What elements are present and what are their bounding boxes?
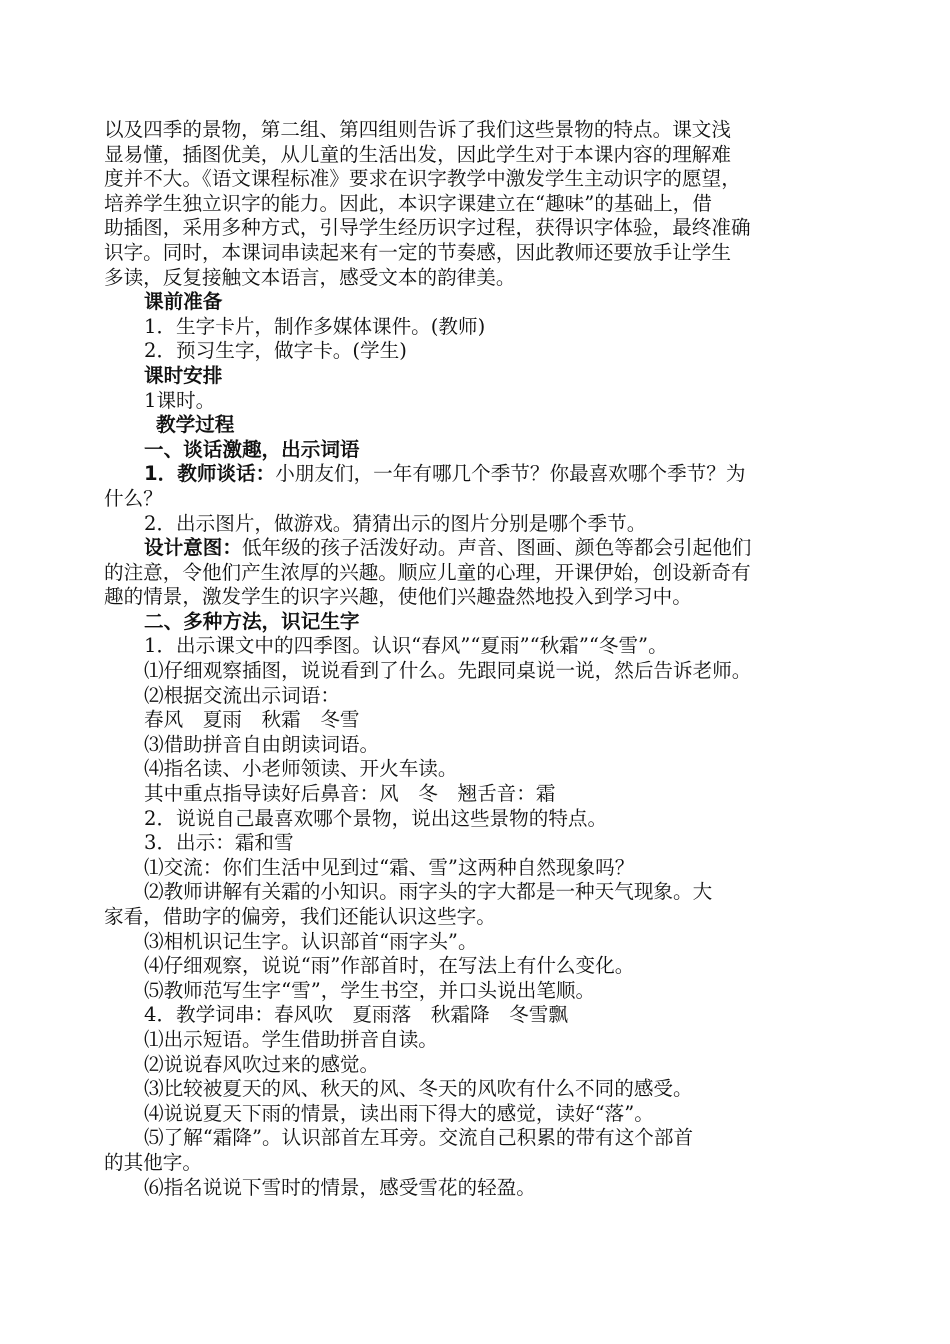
intro-line: 以及四季的景物，第二组、第四组则告诉了我们这些景物的特点。课文浅 [104,118,731,141]
step-line: ⑶比较被夏天的风、秋天的风、冬天的风吹有什么不同的感受。 [144,1077,693,1101]
step-line: ⑷指名读、小老师领读、开火车读。 [144,757,458,781]
step-line: ⑸了解“霜降”。认识部首左耳旁。交流自己积累的带有这个部首 [144,1126,694,1150]
step-line: ⑵教师讲解有关霜的小知识。雨字头的字大都是一种天气现象。大 [144,880,713,904]
talk-text: 小朋友们，一年有哪几个季节？你最喜欢哪个季节？为 [275,462,746,486]
step-line: 2．说说自己最喜欢哪个景物，说出这些景物的特点。 [144,806,608,830]
step-line: ⑵根据交流出示词语： [144,683,340,707]
intro-line: 显易懂，插图优美，从儿童的生活出发，因此学生对于本课内容的理解难 [104,142,731,166]
step-line: 3．出示：霜和雪 [144,831,294,855]
intent-line [104,536,810,561]
step-line: ⑴交流：你们生活中见到过“霜、雪”这两种自然现象吗？ [144,855,635,879]
schedule-text: 1课时。 [144,388,216,412]
talk-line-cont: 什么？ [104,486,163,510]
section-heading: 一、谈话激趣，出示词语 [144,437,360,461]
intent-line-cont: 趣的情景，激发学生的识字兴趣，使他们兴趣盎然地投入到学习中。 [104,585,692,609]
step-line: ⑶相机识记生字。认识部首“雨字头”。 [144,929,478,953]
step-line: 1．出示课文中的四季图。认识“春风”“夏雨”“秋霜”“冬雪”。 [144,634,668,658]
intent-text: 低年级的孩子活泼好动。声音、图画、颜色等都会引起他们 [241,536,752,560]
prep-heading: 课前准备 [144,290,223,314]
section-heading: 二、多种方法，识记生字 [144,609,360,633]
step-line: ⑷说说夏天下雨的情景，读出雨下得大的感觉，读好“落”。 [144,1101,654,1125]
prep-item: 1．生字卡片，制作多媒体课件。(教师) [144,314,486,338]
talk-line [104,462,810,487]
intent-line-cont: 的注意，令他们产生浓厚的兴趣。顺应儿童的心理，开课伊始，创设新奇有 [104,560,751,584]
step-line: ⑴仔细观察插图，说说看到了什么。先跟同桌说一说，然后告诉老师。 [144,659,752,683]
step-line-cont: 家看，借助字的偏旁，我们还能认识这些字。 [104,905,496,928]
step-line: ⑶借助拼音自由朗读词语。 [144,732,380,756]
document-page [104,118,810,1200]
intro-line: 度并不大。《语文课程标准》要求在识字教学中激发学生主动识字的愿望， [104,167,741,191]
process-heading: 教学过程 [156,413,235,437]
step-line: 其中重点指导读好后鼻音：风 冬 翘舌音：霜 [144,782,556,806]
step-line: ⑹指名说说下雪时的情景，感受雪花的轻盈。 [144,1175,536,1199]
schedule-heading: 课时安排 [144,363,223,387]
step-line: ⑵说说春风吹过来的感觉。 [144,1052,380,1076]
prep-item: 2．预习生字，做字卡。(学生) [144,339,407,363]
talk-label: 1．教师谈话： [144,462,276,486]
intent-label: 设计意图： [144,536,242,560]
intro-line: 培养学生独立识字的能力。因此，本识字课建立在“趣味”的基础上，借 [104,191,712,215]
step-line: ⑴出示短语。学生借助拼音自读。 [144,1027,438,1051]
game-line: 2．出示图片，做游戏。猜猜出示的图片分别是哪个季节。 [144,511,647,535]
step-line: 春风 夏雨 秋霜 冬雪 [144,708,360,732]
intro-line: 多读，反复接触文本语言，感受文本的韵律美。 [104,265,516,289]
intro-line: 识字。同时，本课词串读起来有一定的节奏感，因此教师还要放手让学生 [104,240,731,264]
step-line: 4．教学词串：春风吹 夏雨落 秋霜降 冬雪飘 [144,1003,568,1027]
intro-line: 助插图，采用多种方式，引导学生经历识字过程，获得识字体验，最终准确 [104,216,751,240]
step-line: ⑷仔细观察，说说“雨”作部首时，在写法上有什么变化。 [144,954,635,978]
step-line-cont: 的其他字。 [104,1150,202,1174]
step-line: ⑸教师范写生字“雪”，学生书空，并口头说出笔顺。 [144,978,596,1002]
